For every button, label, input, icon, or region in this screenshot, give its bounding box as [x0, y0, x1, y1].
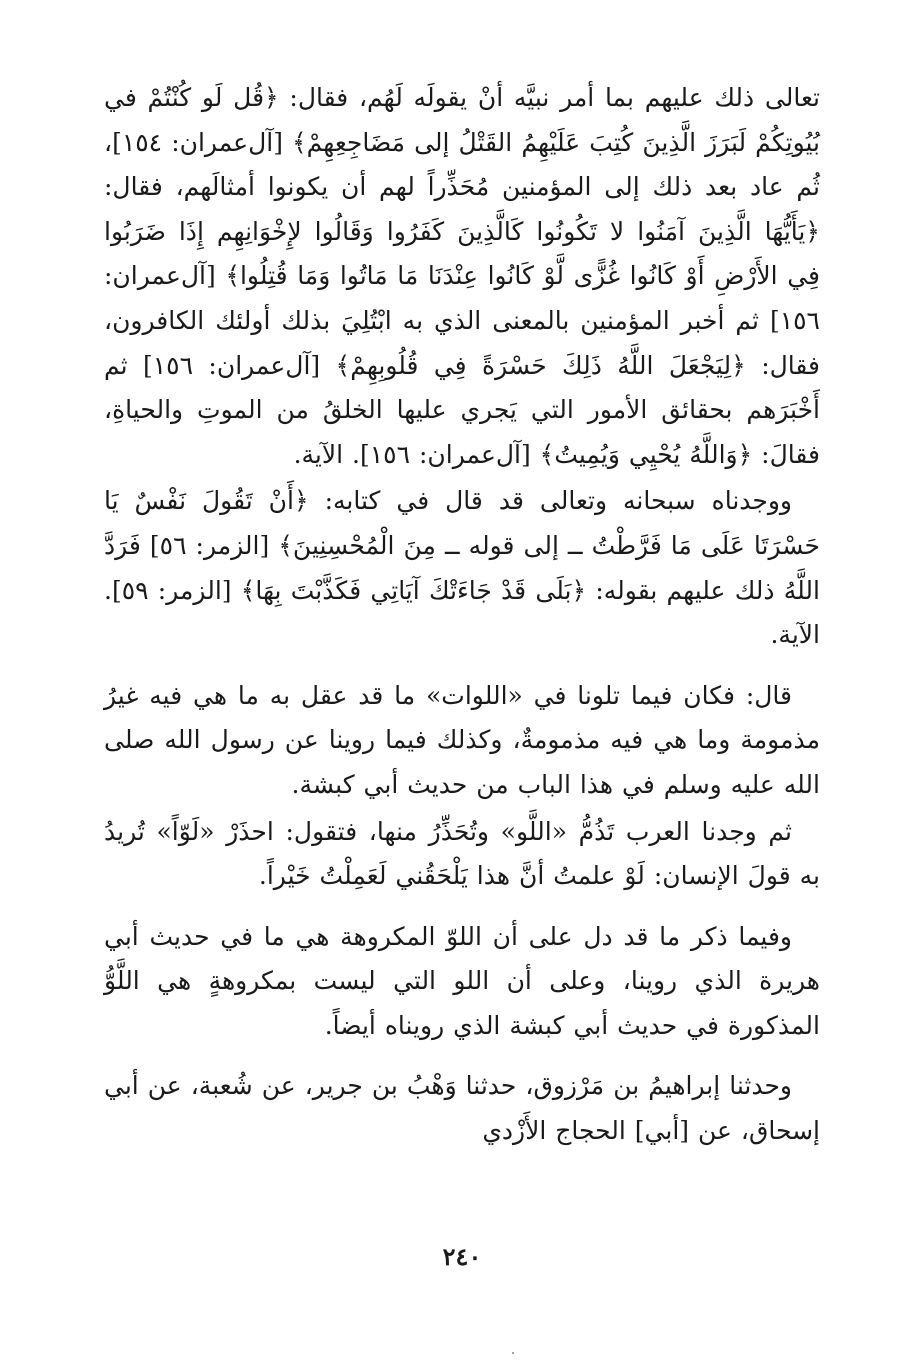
paragraph-3: قال: فكان فيما تلونا في «اللوات» ما قد عقل به ما هي فيه غيرُ مذمومة وما هي فيه مذمومةٌ، وكذلك فيما روينا عن رسول الله صلى الله عليه وسلم في هذا الباب من حديث أبي كبشة. [104, 680, 820, 799]
page-number: ٢٤٠ [442, 1242, 482, 1271]
page-body-text [104, 76, 820, 1154]
scan-speck [512, 1352, 514, 1354]
paragraph-5: وفيما ذكر ما قد دل على أن اللوّ المكروهة هي ما في حديث أبي هريرة الذي روينا، وعلى أن اللو التي ليست بمكروهةٍ هي اللَّوُّ المذكورة في حديث أبي كبشة الذي رويناه أيضاً. [104, 921, 820, 1040]
paragraph-2: ووجدناه سبحانه وتعالى قد قال في كتابه: ﴿أَنْ تَقُولَ نَفْسٌ يَا حَسْرَتَا عَلَى مَا فَرَّطْتُ ــ إلى قوله ــ مِنَ الْمُحْسِنِينَ﴾ [الزمر: ٥٦] فَرَدَّ اللَّهُ ذلك عليهم بقوله: ﴿بَلَى قَدْ جَاءَتْكَ آيَاتِي فَكَذَّبْتَ بِهَا﴾ [الزمر: ٥٩]. الآية. [104, 486, 821, 650]
paragraph-6: وحدثنا إبراهيمُ بن مَرْزوق، حدثنا وَهْبُ بن جرير، عن شُعبة، عن أبي إسحاق، عن [أبي] الحجاج الأَزْدي [104, 1071, 820, 1146]
paragraph-4: ثم وجدنا العرب تَذُمُّ «اللَّو» وتُحَذِّرُ منها، فتقول: احذَرْ «لَوّاً» تُريدُ به قولَ الإنسان: لَوْ علمتُ أنَّ هذا يَلْحَقُني لَعَمِلْتُ خَيْراً. [104, 816, 820, 891]
paragraph-1: تعالى ذلك عليهم بما أمر نبيَّه أنْ يقولَه لَهُم، فقال: ﴿قُل لَو كُنْتُمْ في بُيُوتِكُمْ لَبَرَزَ الَّذِينَ كُتِبَ عَلَيْهِمُ القَتْلُ إلى مَضَاجِعِهِمْ﴾ [آل‌عمران: ١٥٤]، ثُم عاد بعد ذلك إلى المؤمنين مُحَذِّراً لهم أن يكونوا أمثالَهم، فقال: ﴿يَأَيُّهَا الَّذِينَ آمَنُوا لا تَكُونُوا كَالَّذِينَ كَفَرُوا وَقَالُوا لإِخْوَانِهِم إِذَا ضَرَبُوا فِي الأَرْضِ أَوْ كَانُوا غُزًّى لَّوْ كَانُوا عِنْدَنَا مَا مَاتُوا وَمَا قُتِلُوا﴾ [آل‌عمران: ١٥٦] ثم أخبر المؤمنين بالمعنى الذي به ابْتُلِيَ بذلك أولئك الكافرون، فقال: ﴿لِيَجْعَلَ اللَّهُ ذَلِكَ حَسْرَةً فِي قُلُوبِهِمْ﴾ [آل‌عمران: ١٥٦] ثم أَخْبَرَهم بحقائق الأمور التي يَجري عليها الخلقُ من الموتِ والحياةِ، فقالَ: ﴿وَاللَّهُ يُحْيِي وَيُمِيتُ﴾ [آل‌عمران: ١٥٦]. الآية. [104, 83, 820, 469]
